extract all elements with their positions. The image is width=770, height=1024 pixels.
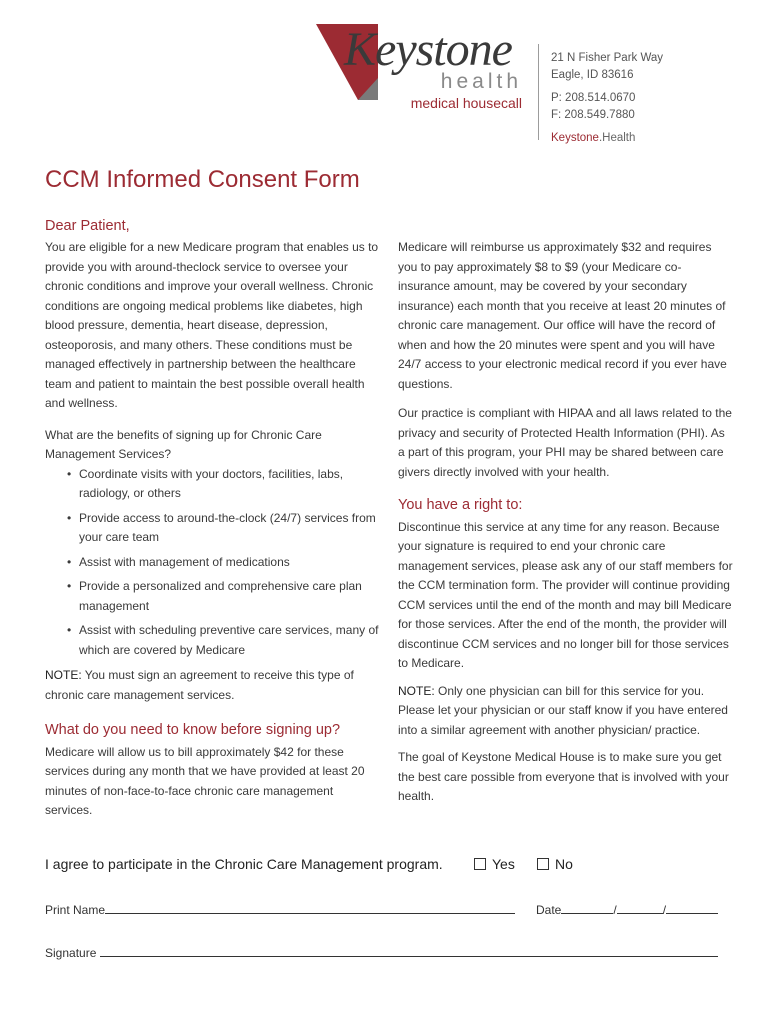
date-field[interactable]: [536, 901, 718, 917]
signature-label: Signature: [45, 946, 97, 960]
benefits-list: [45, 465, 381, 661]
benefits-question: What are the benefits of signing up for Chronic Care Management Services?: [45, 427, 322, 461]
company-logo: [310, 20, 528, 112]
salutation: Dear Patient,: [45, 218, 130, 234]
agreement-statement: I agree to participate in the Chronic Care Management program.: [45, 856, 443, 872]
website-brand: Keystone: [551, 132, 599, 144]
list-item: • Provide a personalized and comprehensive care plan management: [45, 577, 381, 616]
logo-subtitle: medical housecall: [410, 95, 522, 111]
list-item: • Assist with management of medications: [45, 553, 381, 573]
yes-checkbox[interactable]: [474, 858, 486, 870]
note-paragraph: [45, 666, 381, 705]
logo-wordmark: Keystone: [344, 23, 512, 76]
no-option[interactable]: [537, 856, 573, 872]
note-text: You must sign an agreement to receive this type of chronic care management services.: [45, 668, 354, 702]
print-name-field[interactable]: [45, 901, 515, 917]
date-year-line[interactable]: [666, 901, 718, 914]
address-line1: 21 N Fisher Park Way: [551, 52, 664, 64]
date-separator: /: [613, 903, 617, 917]
goal-paragraph: The goal of Keystone Medical House is to make sure you get the best care possible from everyone that is involved with your health.: [398, 750, 729, 803]
date-day-line[interactable]: [617, 901, 663, 914]
website[interactable]: [551, 130, 663, 147]
reimburse-paragraph: Medicare will reimburse us approximately $32 and requires you to pay approximately $8 to $9 (your Medicare co-insurance amount, may be covered by your secondary insurance) each month that you receive at least 20 minutes of chronic care management. Our office will have the record of when and how the 20 minutes were spent and you will have 24/7 access to your electronic medical record if you ever have questions.: [398, 240, 727, 391]
website-suffix: .Health: [598, 132, 636, 144]
section-heading: You have a right to:: [398, 497, 523, 513]
yes-label: Yes: [492, 856, 515, 872]
date-separator: /: [662, 903, 667, 917]
signature-field[interactable]: [45, 944, 718, 960]
signature-line[interactable]: [100, 944, 718, 957]
no-checkbox[interactable]: [537, 858, 549, 870]
list-item: • Coordinate visits with your doctors, facilities, labs, radiology, or others: [45, 465, 381, 504]
left-column: [45, 238, 381, 827]
date-label: Date: [536, 903, 562, 917]
right-column: [398, 238, 733, 813]
address-line2: Eagle, ID 83616: [551, 69, 634, 81]
section-heading: What do you need to know before signing up?: [45, 722, 341, 738]
phone: P: 208.514.0670: [551, 92, 636, 104]
note-text: Only one physician can bill for this service for you. Please let your physician or our staff know if you have entered into a similar agreement with another physician/ practice.: [398, 683, 728, 737]
print-name-label: Print Name: [45, 903, 106, 917]
list-item: • Assist with scheduling preventive care services, many of which are covered by Medicare: [45, 621, 381, 660]
date-month-line[interactable]: [561, 901, 613, 914]
billing-paragraph: Medicare will allow us to bill approximately $42 for these services during any month that we have provided at least 20 minutes of non-face-to-face chronic care management services.: [45, 744, 365, 817]
yes-option[interactable]: [474, 856, 515, 872]
fax: F: 208.549.7880: [551, 109, 635, 121]
note-paragraph: [398, 682, 733, 741]
contact-block: [551, 50, 663, 147]
header-divider: [538, 44, 539, 140]
rights-paragraph: Discontinue this service at any time for any reason. Because your signature is required to end your chronic care management services, please ask any of our staff members for the CCM termination form. The provider will continue providing CCM services until the end of the month and may bill Medicare for those services. After the end of the month, the provider will discontinue CCM services and no longer bill for those services to Medicare.: [398, 519, 733, 670]
note-label: NOTE:: [45, 668, 82, 682]
intro-paragraph: You are eligible for a new Medicare program that enables us to provide you with around-theclock service to oversee your chronic conditions and improve your overall wellness. Chronic conditions are ongoing medical problems like diabetes, high blood pressure, dementia, heart disease, depression, osteoporosis, and many others. These conditions must be managed effectively in partnership between the healthcare team and patient to maintain the best possible overall health and wellness.: [45, 240, 379, 410]
list-item: • Provide access to around-the-clock (24/7) services from your care team: [45, 509, 381, 548]
print-name-line[interactable]: [105, 901, 515, 914]
page-title: CCM Informed Consent Form: [45, 166, 360, 193]
note-label: NOTE:: [398, 683, 435, 698]
no-label: No: [555, 856, 573, 872]
logo-health: health: [440, 70, 522, 93]
hipaa-paragraph: Our practice is compliant with HIPAA and all laws related to the privacy and security of Protected Health Information (PHI). As a part of this program, your PHI may be shared between care givers directly involved with your health.: [398, 406, 732, 479]
